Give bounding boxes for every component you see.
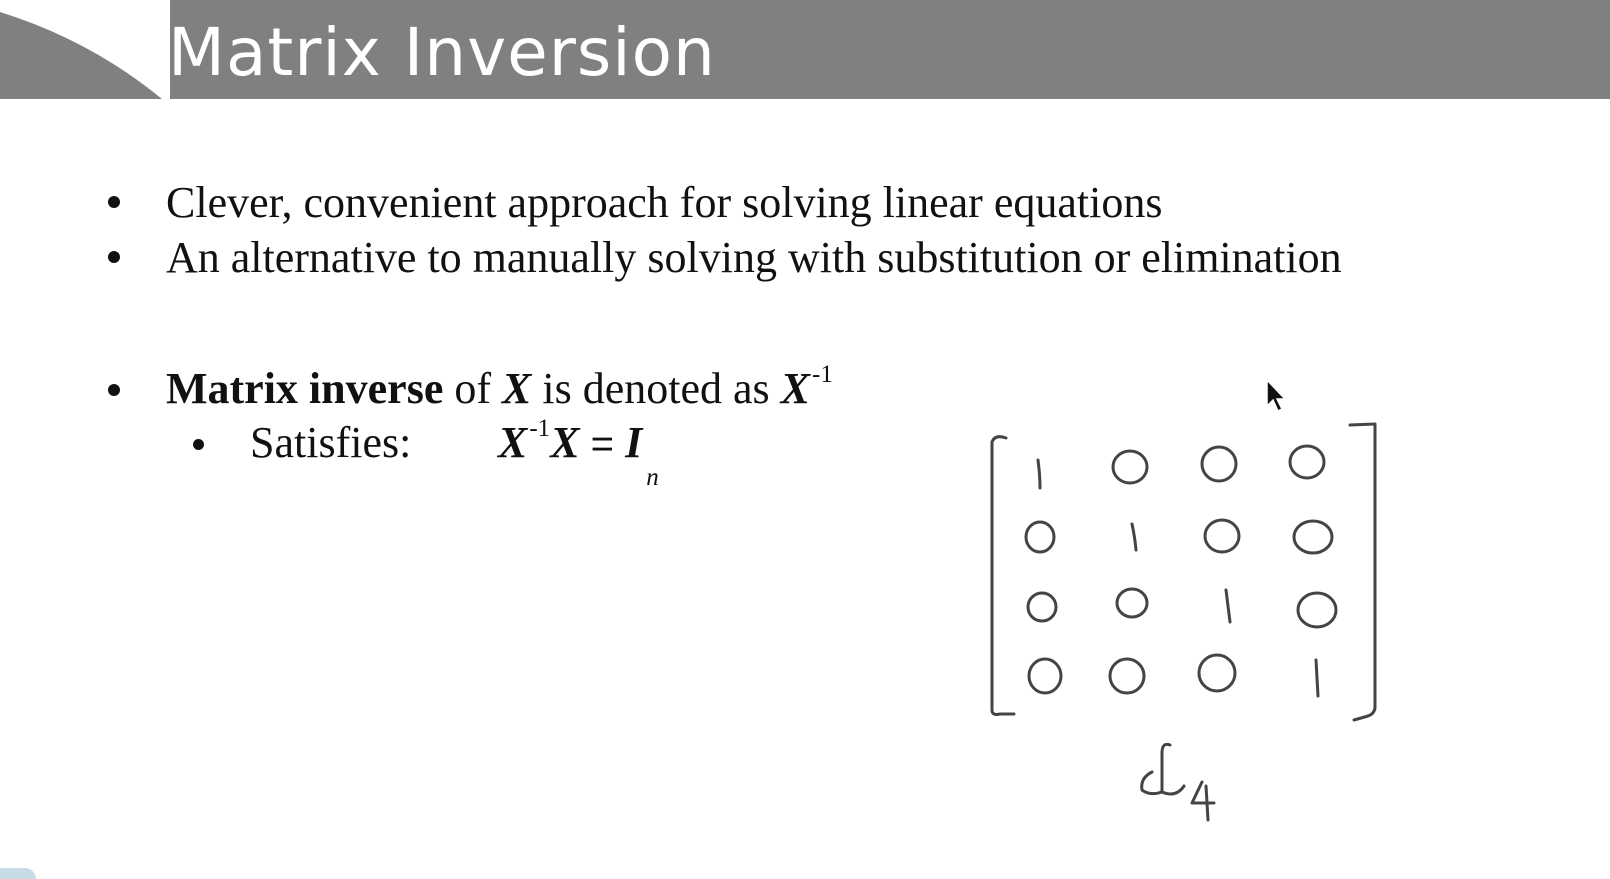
matrix-entry-one (1226, 590, 1230, 622)
title-curve (0, 0, 170, 99)
math-x-inverse: X (780, 364, 811, 413)
right-bracket (1350, 424, 1375, 720)
sub-bullet-label: Satisfies: (250, 418, 412, 467)
bullet-dot (108, 251, 120, 263)
matrix-entry-zero (1026, 522, 1054, 552)
matrix-entry-zero (1029, 659, 1061, 693)
bullet-dot (108, 196, 120, 208)
left-bracket (992, 437, 1014, 715)
matrix-entry-zero (1110, 659, 1144, 693)
text-of: of (443, 364, 502, 413)
matrix-entry-zero (1028, 593, 1056, 621)
sub-bullet-dot (193, 439, 204, 450)
matrix-entry-one (1038, 460, 1040, 488)
bullet-text: Clever, convenient approach for solving linear equations (166, 178, 1163, 227)
math-identity: I (625, 418, 643, 467)
slide-title: Matrix Inversion (168, 14, 716, 91)
math-x: X (502, 364, 532, 413)
equation-inverse-identity (498, 415, 659, 491)
text-denoted: is denoted as (531, 364, 781, 413)
matrix-entry-one (1316, 660, 1318, 696)
matrix-entry-zero (1290, 446, 1324, 478)
caption-identity-letter (1142, 744, 1184, 794)
bullet-text: An alternative to manually solving with substitution or elimination (166, 233, 1342, 282)
equals-sign: = (579, 422, 626, 466)
superscript-minus-one: -1 (812, 361, 833, 388)
bullet-dot (108, 384, 120, 396)
term-matrix-inverse: Matrix inverse (166, 364, 444, 413)
matrix-entry-one (1132, 524, 1136, 550)
handwritten-identity-matrix (990, 420, 1410, 840)
subscript-n: n (646, 464, 659, 491)
matrix-entry-zero (1113, 451, 1147, 483)
matrix-entry-zero (1202, 447, 1236, 481)
math-x: X (498, 418, 528, 467)
matrix-entry-zero (1298, 593, 1336, 627)
bullet-matrix-inverse (166, 362, 833, 423)
caption-subscript-four (1192, 782, 1214, 820)
matrix-entry-zero (1294, 521, 1332, 553)
corner-decoration (0, 868, 36, 879)
mouse-cursor-icon (1265, 378, 1291, 414)
matrix-entry-zero (1117, 589, 1147, 617)
matrix-entry-zero (1199, 655, 1235, 691)
superscript-minus-one: -1 (529, 415, 551, 442)
matrix-entry-zero (1205, 520, 1239, 552)
math-x: X (550, 418, 580, 467)
